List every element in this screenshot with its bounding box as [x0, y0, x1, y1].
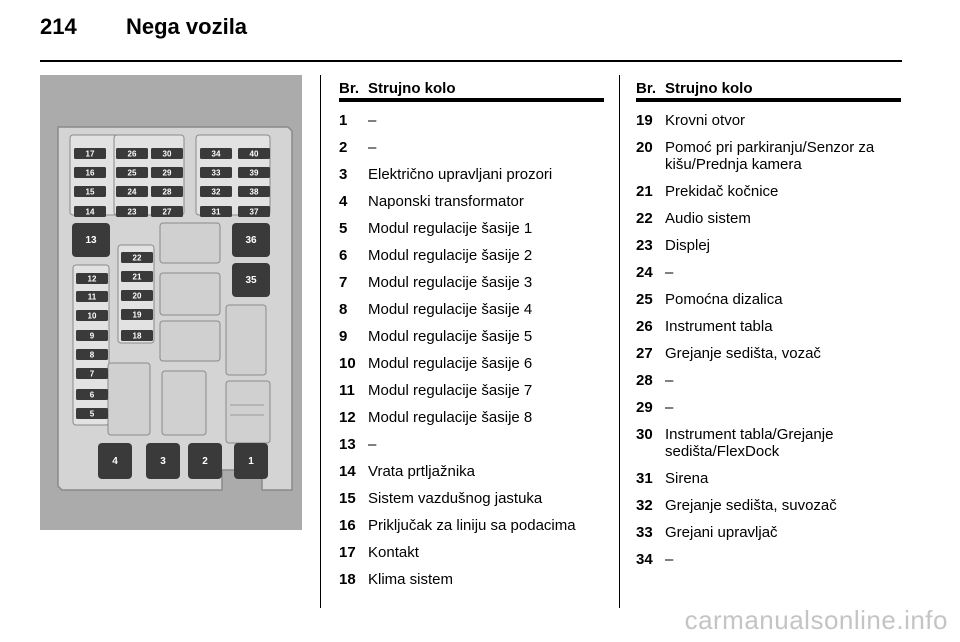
fuse-31: [200, 206, 232, 217]
column-header-circuit: Strujno kolo: [368, 80, 456, 97]
fuse-number: 30: [636, 426, 653, 443]
fuse-10: [76, 310, 108, 321]
fuse-12: [76, 273, 108, 284]
fuse-18: [121, 330, 153, 341]
fuse-number: 18: [339, 571, 356, 588]
fuse-label: 6: [89, 390, 95, 400]
circuit-name: Električno upravljani prozori: [368, 166, 553, 183]
table-header: [339, 80, 604, 102]
table-row: [339, 220, 604, 237]
fuse-number: 21: [636, 183, 653, 200]
fuse-number: 31: [636, 470, 653, 487]
table-row: [636, 426, 901, 460]
table-row: [339, 517, 604, 534]
fuse-20: [121, 290, 153, 301]
fuse-label: 14: [85, 207, 95, 217]
fuse-2: [188, 443, 222, 479]
fuse-label: 39: [249, 168, 259, 178]
column-divider-right: [619, 75, 620, 608]
fuse-label: 2: [202, 456, 208, 467]
table-row: [636, 345, 901, 362]
table-row: [339, 112, 604, 129]
fuse-label: 9: [89, 331, 95, 341]
fuse-19: [121, 309, 153, 320]
fuse-number: 19: [636, 112, 653, 129]
fuse-box-diagram: [40, 75, 302, 530]
table-row: [636, 139, 901, 173]
circuit-name: Krovni otvor: [665, 112, 746, 129]
table-row: [636, 291, 901, 308]
fuse-number: 24: [636, 264, 653, 281]
circuit-name: Modul regulacije šasije 5: [368, 328, 533, 345]
table-row: [339, 355, 604, 372]
table-row: [339, 166, 604, 183]
circuit-name: Sistem vazdušnog jastuka: [368, 490, 543, 507]
table-row: [636, 524, 901, 541]
relay-block-5: [162, 371, 206, 435]
fuse-35: [232, 263, 270, 297]
fuse-frame-4: [73, 265, 109, 425]
fuse-label: 17: [85, 149, 95, 159]
fuse-3: [146, 443, 180, 479]
column-header-circuit: Strujno kolo: [665, 80, 753, 97]
fuse-label: 38: [249, 187, 259, 197]
table-body: [339, 112, 604, 588]
circuit-name: Vrata prtljažnika: [368, 463, 475, 480]
fuse-24: [116, 186, 148, 197]
fuse-number: 27: [636, 345, 653, 362]
fuse-25: [116, 167, 148, 178]
fuse-4: [98, 443, 132, 479]
table-row: [339, 463, 604, 480]
fuse-11: [76, 291, 108, 302]
fuse-28: [151, 186, 183, 197]
circuit-name: Modul regulacije šasije 1: [368, 220, 533, 237]
fuse-label: 22: [132, 253, 142, 263]
fuse-number: 10: [339, 355, 356, 372]
table-row: [636, 497, 901, 514]
table-row: [339, 382, 604, 399]
fuse-number: 8: [339, 301, 348, 318]
circuit-name: –: [368, 112, 377, 129]
fuse-1: [234, 443, 268, 479]
table-row: [339, 301, 604, 318]
table-row: [636, 551, 901, 568]
table-header: [636, 80, 901, 102]
table-row: [636, 237, 901, 254]
circuit-name: Modul regulacije šasije 4: [368, 301, 533, 318]
fuse-number: 16: [339, 517, 356, 534]
fuse-label: 12: [87, 274, 97, 284]
fuse-number: 22: [636, 210, 653, 227]
fuse-number: 14: [339, 463, 356, 480]
fuse-number: 26: [636, 318, 653, 335]
fuse-38: [238, 186, 270, 197]
fuse-label: 36: [245, 235, 257, 246]
circuit-name: Audio sistem: [665, 210, 751, 227]
fuse-17: [74, 148, 106, 159]
fuse-number: 20: [636, 139, 653, 156]
table-row: [339, 193, 604, 210]
circuit-name: Instrument tabla/Grejanje sedišta/FlexDock: [665, 426, 834, 460]
relay-block-1: [160, 223, 220, 263]
fuse-number: 28: [636, 372, 653, 389]
relay-block-6: [226, 305, 266, 375]
fuse-number: 25: [636, 291, 653, 308]
circuit-name: –: [368, 139, 377, 156]
fuse-number: 32: [636, 497, 653, 514]
fuse-number: 4: [339, 193, 348, 210]
fuse-6: [76, 389, 108, 400]
fuse-label: 30: [162, 149, 172, 159]
fuse-label: 11: [87, 292, 97, 302]
fuse-21: [121, 271, 153, 282]
fuse-label: 20: [132, 291, 142, 301]
circuit-name: Sirena: [665, 470, 709, 487]
circuit-name: Naponski transformator: [368, 193, 524, 210]
fuse-label: 5: [89, 409, 95, 419]
fuse-number: 7: [339, 274, 348, 291]
fuse-number: 9: [339, 328, 348, 345]
circuit-name: –: [665, 264, 674, 281]
fuse-label: 32: [211, 187, 221, 197]
fuse-34: [200, 148, 232, 159]
fuse-label: 8: [89, 350, 95, 360]
circuit-name: Modul regulacije šasije 3: [368, 274, 533, 291]
fuse-label: 15: [85, 187, 95, 197]
circuit-name: Klima sistem: [368, 571, 454, 588]
circuit-name: Modul regulacije šasije 6: [368, 355, 533, 372]
table-row: [636, 264, 901, 281]
circuit-name: Pomoć pri parkiranju/Senzor za kišu/Prednja kamera: [665, 139, 875, 173]
table-row: [636, 210, 901, 227]
fuse-number: 12: [339, 409, 356, 426]
circuit-name: Priključak za liniju sa podacima: [368, 517, 576, 534]
fuse-number: 34: [636, 551, 653, 568]
fuse-number: 15: [339, 490, 356, 507]
table-row: [339, 409, 604, 426]
fuse-32: [200, 186, 232, 197]
fuse-label: 25: [127, 168, 137, 178]
circuit-name: –: [665, 399, 674, 416]
table-row: [636, 470, 901, 487]
fuse-7: [76, 368, 108, 379]
fuse-number: 2: [339, 139, 348, 156]
fuse-label: 13: [85, 235, 97, 246]
fuse-number: 13: [339, 436, 356, 453]
fuse-14: [74, 206, 106, 217]
fuse-label: 34: [211, 149, 221, 159]
circuit-name: Modul regulacije šasije 7: [368, 382, 533, 399]
fuse-23: [116, 206, 148, 217]
circuit-name: Grejanje sedišta, vozač: [665, 345, 821, 362]
fuse-number: 17: [339, 544, 356, 561]
circuit-name: Kontakt: [368, 544, 419, 561]
fuse-26: [116, 148, 148, 159]
relay-block-2: [160, 273, 220, 315]
fuse-number: 29: [636, 399, 653, 416]
fuse-15: [74, 186, 106, 197]
page-number: 214: [40, 14, 77, 39]
fuse-label: 35: [245, 275, 257, 286]
fuse-number: 33: [636, 524, 653, 541]
fuse-label: 3: [160, 456, 166, 467]
fuse-label: 29: [162, 168, 172, 178]
fuse-16: [74, 167, 106, 178]
fuse-33: [200, 167, 232, 178]
watermark: carmanualsonline.info: [684, 605, 948, 635]
fuse-number: 5: [339, 220, 348, 237]
table-row: [339, 328, 604, 345]
fuse-36: [232, 223, 270, 257]
table-row: [339, 544, 604, 561]
circuit-name: Pomoćna dizalica: [665, 291, 783, 308]
fuse-label: 31: [211, 207, 221, 217]
circuit-name: –: [665, 372, 674, 389]
circuit-name: –: [368, 436, 377, 453]
header-rule: [40, 60, 902, 62]
fuse-label: 7: [89, 369, 95, 379]
fuse-number: 1: [339, 112, 348, 129]
fuse-label: 37: [249, 207, 259, 217]
fuse-label: 33: [211, 168, 221, 178]
fuse-label: 10: [87, 311, 97, 321]
fuse-label: 19: [132, 310, 142, 320]
fuse-27: [151, 206, 183, 217]
fuse-label: 4: [112, 456, 118, 467]
fuse-number: 11: [339, 382, 355, 399]
fuse-9: [76, 330, 108, 341]
fuse-number: 6: [339, 247, 348, 264]
circuit-name: Grejanje sedišta, suvozač: [665, 497, 837, 514]
column-header-no: Br.: [339, 80, 360, 97]
page-title: Nega vozila: [126, 14, 248, 39]
fuse-label: 40: [249, 149, 259, 159]
fuse-5: [76, 408, 108, 419]
fuse-label: 21: [132, 272, 142, 282]
column-header-no: Br.: [636, 80, 657, 97]
relay-block-3: [160, 321, 220, 361]
fuse-table-right: [636, 80, 901, 568]
fuse-22: [121, 252, 153, 263]
fuse-box-svg: [40, 75, 302, 530]
relay-block-4: [108, 363, 150, 435]
table-row: [339, 274, 604, 291]
table-row: [339, 490, 604, 507]
fuse-13: [72, 223, 110, 257]
table-row: [636, 112, 901, 129]
table-row: [339, 571, 604, 588]
table-row: [339, 436, 604, 453]
circuit-name: Grejani upravljač: [665, 524, 778, 541]
fuse-29: [151, 167, 183, 178]
fuse-label: 24: [127, 187, 137, 197]
fuse-label: 28: [162, 187, 172, 197]
table-row: [636, 183, 901, 200]
circuit-name: Modul regulacije šasije 8: [368, 409, 533, 426]
circuit-name: Prekidač kočnice: [665, 183, 779, 200]
circuit-name: Displej: [665, 237, 711, 254]
table-row: [636, 318, 901, 335]
table-row: [339, 247, 604, 264]
fuse-30: [151, 148, 183, 159]
fuse-label: 23: [127, 207, 137, 217]
fuse-label: 18: [132, 331, 142, 341]
table-row: [636, 399, 901, 416]
column-divider-left: [320, 75, 321, 608]
circuit-name: –: [665, 551, 674, 568]
fuse-number: 3: [339, 166, 348, 183]
table-row: [339, 139, 604, 156]
fuse-label: 16: [85, 168, 95, 178]
fuse-table-left: [339, 80, 604, 588]
page-header: [40, 14, 247, 40]
fuse-label: 1: [248, 456, 254, 467]
circuit-name: Modul regulacije šasije 2: [368, 247, 533, 264]
circuit-name: Instrument tabla: [665, 318, 773, 335]
table-body: [636, 112, 901, 568]
fuse-40: [238, 148, 270, 159]
table-row: [636, 372, 901, 389]
fuse-37: [238, 206, 270, 217]
fuse-8: [76, 349, 108, 360]
fuse-label: 26: [127, 149, 137, 159]
fuse-label: 27: [162, 207, 172, 217]
relay-block-7: [226, 381, 270, 443]
fuse-number: 23: [636, 237, 653, 254]
fuse-39: [238, 167, 270, 178]
